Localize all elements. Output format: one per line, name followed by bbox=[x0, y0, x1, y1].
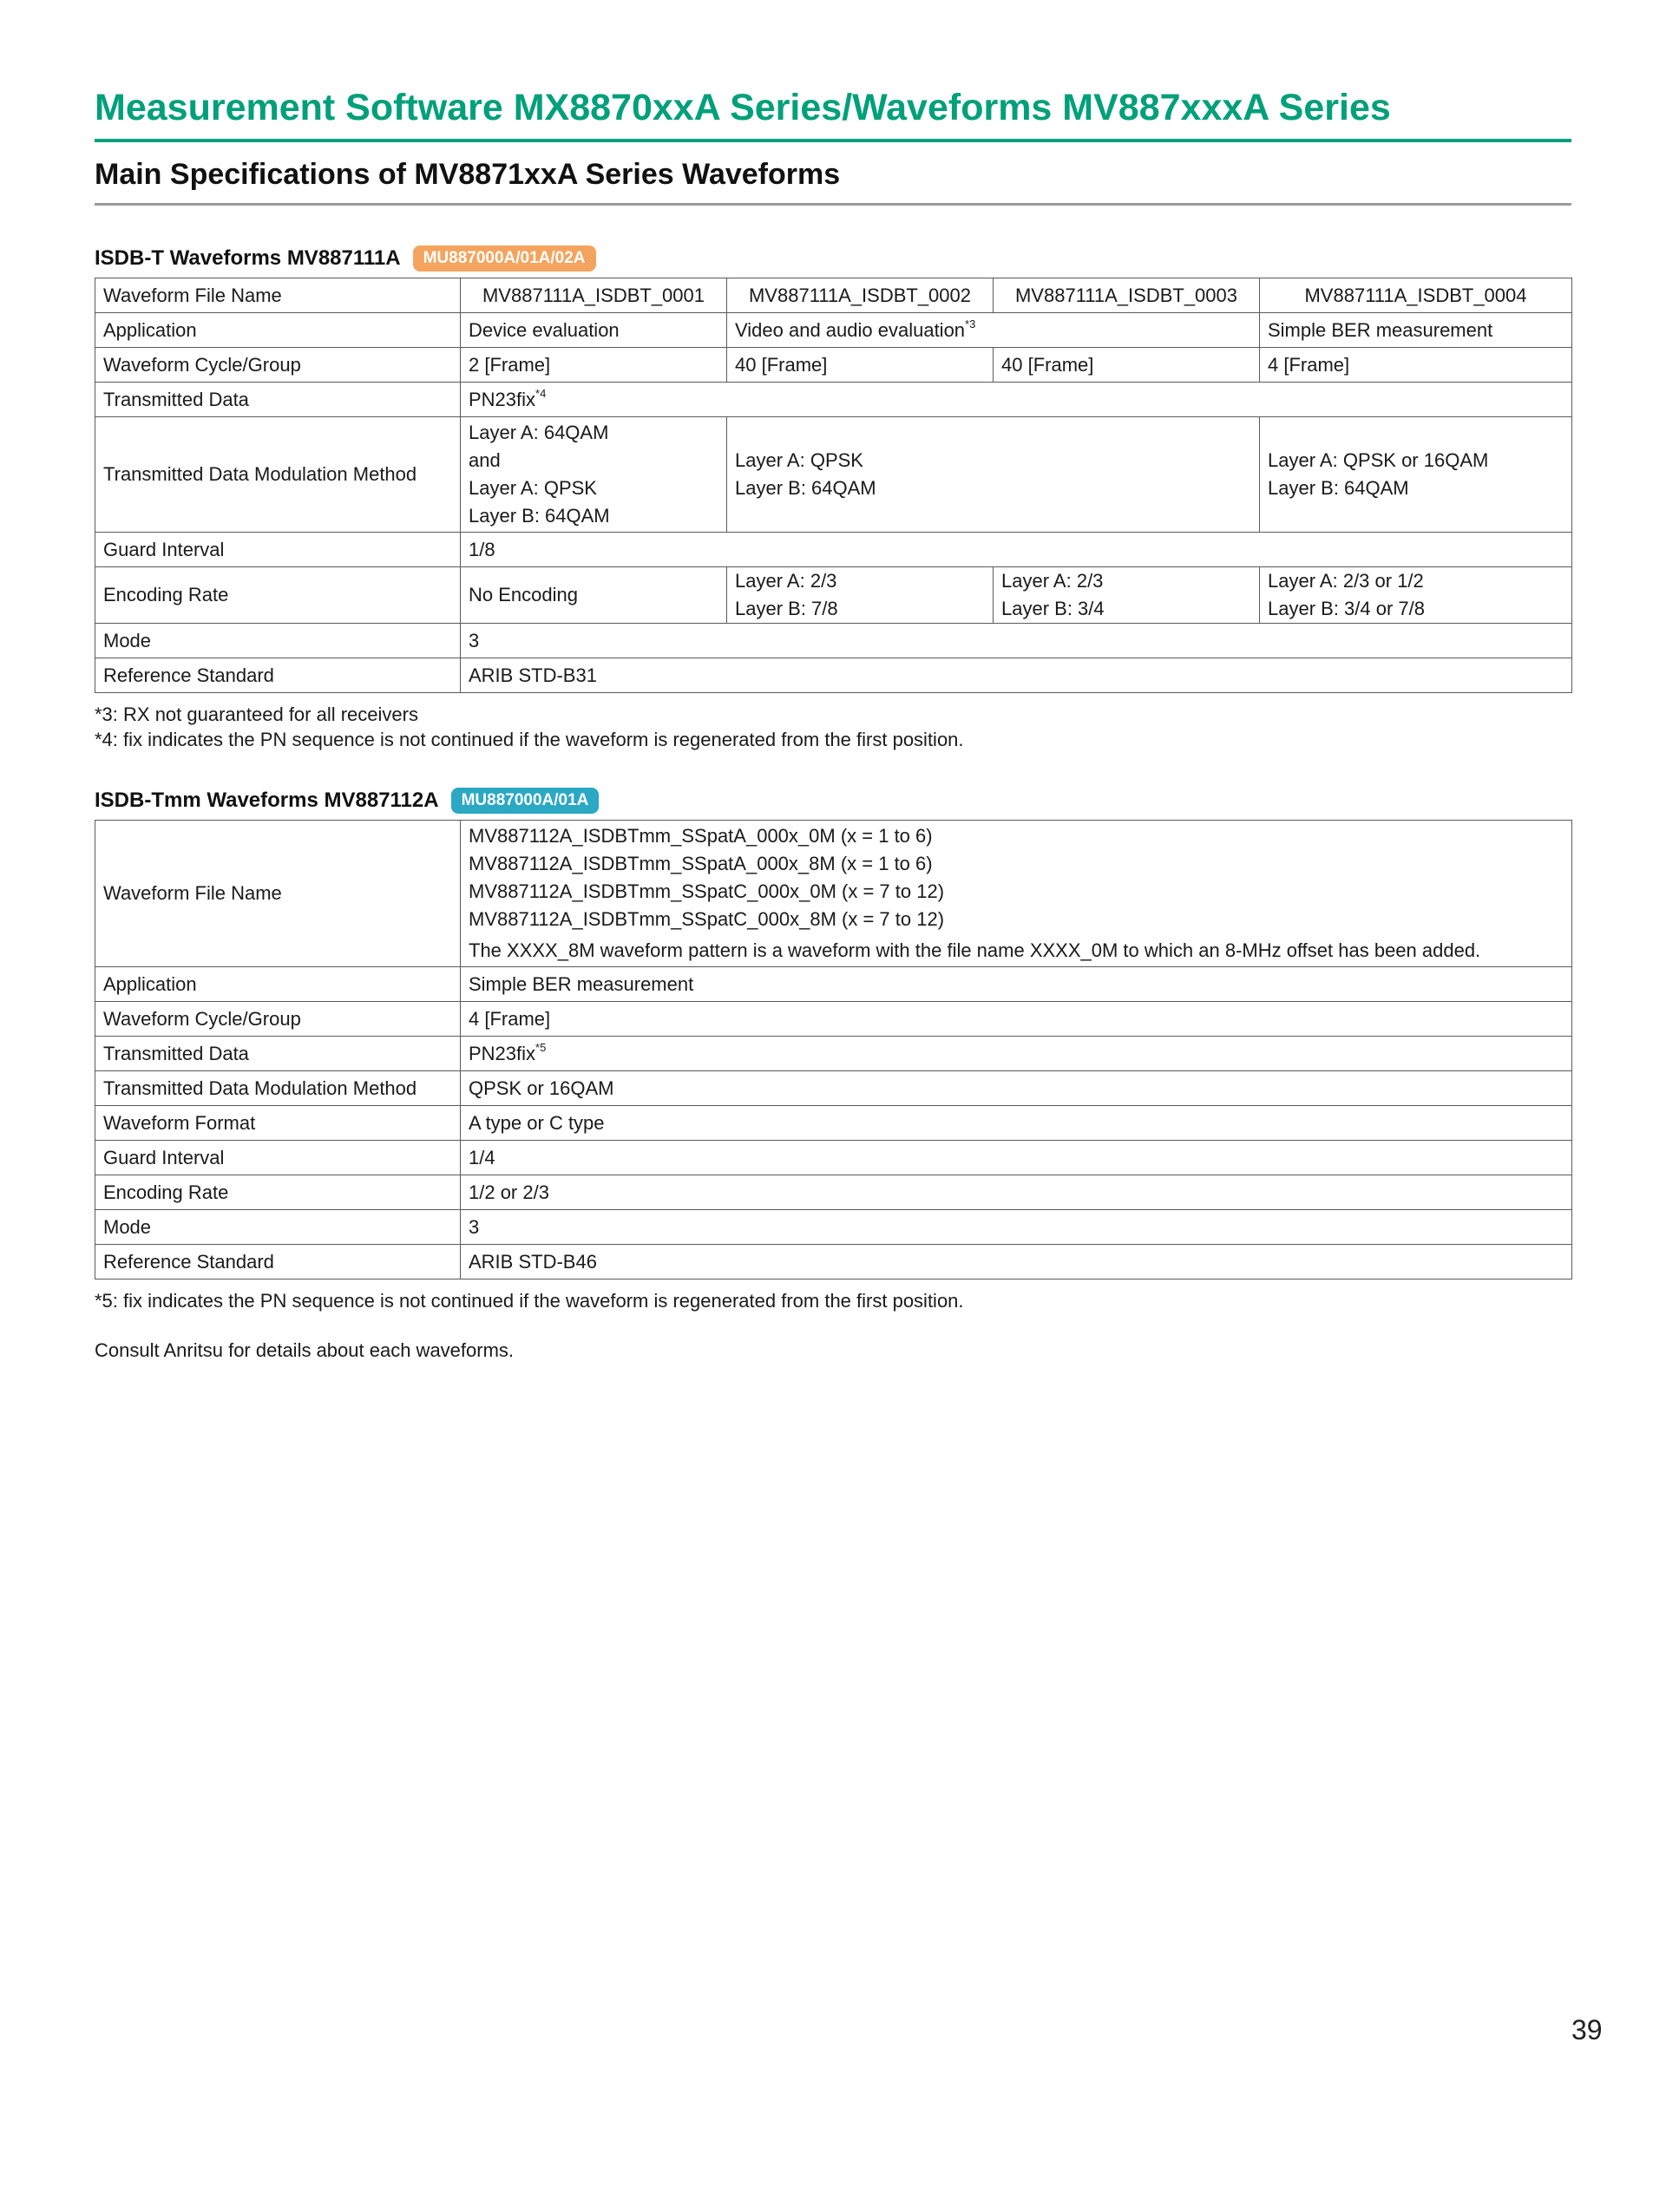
row-label: Guard Interval bbox=[95, 533, 461, 567]
cell-text: PN23fix bbox=[469, 388, 536, 410]
table-row bbox=[95, 1002, 1572, 1037]
table-row bbox=[95, 1106, 1572, 1141]
row-label: Application bbox=[95, 313, 461, 348]
row-label: Transmitted Data bbox=[95, 383, 461, 417]
table-cell: 1/4 bbox=[461, 1141, 1572, 1175]
table-cell: MV887111A_ISDBT_0004 bbox=[1260, 278, 1572, 313]
table-cell: Simple BER measurement bbox=[1260, 313, 1572, 348]
cell-line: Layer B: 3/4 bbox=[1001, 598, 1105, 619]
cell-line: Layer B: 64QAM bbox=[469, 505, 610, 527]
table-cell: QPSK or 16QAM bbox=[461, 1071, 1572, 1106]
table-row bbox=[95, 967, 1572, 1002]
table-row bbox=[95, 278, 1572, 313]
row-label: Waveform Cycle/Group bbox=[95, 348, 461, 383]
cell-line: The XXXX_8M waveform pattern is a waveform with the file name XXXX_0M to which an 8-MHz offset has been added. bbox=[469, 939, 1481, 961]
cell-line: Layer A: 2/3 bbox=[735, 570, 837, 592]
isdbtmm-spec-table bbox=[95, 820, 1572, 1279]
row-label: Mode bbox=[95, 624, 461, 658]
row-label: Reference Standard bbox=[95, 1245, 461, 1279]
table-cell bbox=[461, 1037, 1572, 1071]
isdbt-section-title: ISDB-T Waveforms MV887111A bbox=[95, 246, 401, 270]
cell-line: Layer A: 2/3 or 1/2 bbox=[1268, 570, 1424, 592]
table-cell: ARIB STD-B46 bbox=[461, 1245, 1572, 1279]
row-label: Transmitted Data Modulation Method bbox=[95, 417, 461, 533]
cell-line: Layer A: QPSK bbox=[735, 449, 863, 471]
row-label: Application bbox=[95, 967, 461, 1002]
cell-line: Layer A: 64QAM bbox=[469, 422, 609, 443]
table-row bbox=[95, 383, 1572, 417]
cell-line: and bbox=[469, 449, 501, 471]
table-row bbox=[95, 1141, 1572, 1175]
footnote: *5: fix indicates the PN sequence is not continued if the waveform is regenerated from the first position. bbox=[95, 1290, 964, 1312]
isdbtmm-notes bbox=[95, 1288, 1571, 1313]
table-cell bbox=[461, 417, 727, 533]
table-cell: 3 bbox=[461, 1210, 1572, 1245]
table-cell: MV887111A_ISDBT_0001 bbox=[461, 278, 727, 313]
table-row bbox=[95, 821, 1572, 967]
table-row bbox=[95, 1037, 1572, 1071]
cell-line: MV887112A_ISDBTmm_SSpatC_000x_8M (x = 7 to 12) bbox=[469, 908, 945, 930]
table-cell bbox=[727, 313, 1260, 348]
isdbt-model-badge: MU887000A/01A/02A bbox=[413, 245, 596, 272]
table-row bbox=[95, 1175, 1572, 1210]
row-label: Encoding Rate bbox=[95, 1175, 461, 1210]
footnote-ref: *4 bbox=[535, 386, 547, 400]
table-cell: 40 [Frame] bbox=[727, 348, 994, 383]
row-label: Transmitted Data Modulation Method bbox=[95, 1071, 461, 1106]
isdbt-spec-table bbox=[95, 278, 1572, 693]
table-cell: No Encoding bbox=[461, 567, 727, 624]
table-row bbox=[95, 1071, 1572, 1106]
footnote: *4: fix indicates the PN sequence is not continued if the waveform is regenerated from the first position. bbox=[95, 729, 964, 750]
page-subtitle: Main Specifications of MV8871xxA Series Waveforms bbox=[95, 142, 1571, 206]
isdbtmm-model-badge: MU887000A/01A bbox=[451, 788, 600, 814]
cell-text: PN23fix bbox=[469, 1042, 536, 1064]
table-row bbox=[95, 567, 1572, 624]
cell-line: MV887112A_ISDBTmm_SSpatA_000x_0M (x = 1 to 6) bbox=[469, 825, 933, 847]
table-cell: 4 [Frame] bbox=[1260, 348, 1572, 383]
page-header bbox=[95, 85, 1571, 206]
table-cell bbox=[994, 567, 1260, 624]
table-row bbox=[95, 1245, 1572, 1279]
table-cell: MV887111A_ISDBT_0003 bbox=[994, 278, 1260, 313]
row-label: Waveform File Name bbox=[95, 278, 461, 313]
table-cell: 4 [Frame] bbox=[461, 1002, 1572, 1037]
isdbtmm-section-title: ISDB-Tmm Waveforms MV887112A bbox=[95, 789, 439, 812]
table-cell: MV887111A_ISDBT_0002 bbox=[727, 278, 994, 313]
cell-line: Layer B: 64QAM bbox=[735, 477, 876, 499]
cell-line: Layer A: QPSK or 16QAM bbox=[1268, 449, 1489, 471]
cell-line: Layer A: QPSK bbox=[469, 477, 597, 499]
row-label: Transmitted Data bbox=[95, 1037, 461, 1071]
page-number: 39 bbox=[1571, 2014, 1603, 2045]
isdbt-section bbox=[95, 241, 1571, 752]
footnote: *3: RX not guaranteed for all receivers bbox=[95, 704, 418, 725]
table-cell: Device evaluation bbox=[461, 313, 727, 348]
table-row bbox=[95, 533, 1572, 567]
table-cell: A type or C type bbox=[461, 1106, 1572, 1141]
row-label: Waveform Format bbox=[95, 1106, 461, 1141]
table-row bbox=[95, 658, 1572, 693]
table-cell bbox=[1260, 417, 1572, 533]
table-cell: ARIB STD-B31 bbox=[461, 658, 1572, 693]
row-label: Waveform File Name bbox=[95, 821, 461, 967]
table-cell: 2 [Frame] bbox=[461, 348, 727, 383]
table-row bbox=[95, 417, 1572, 533]
cell-line: MV887112A_ISDBTmm_SSpatC_000x_0M (x = 7 to 12) bbox=[469, 880, 945, 902]
table-row bbox=[95, 313, 1572, 348]
row-label: Encoding Rate bbox=[95, 567, 461, 624]
cell-text: Video and audio evaluation bbox=[735, 318, 966, 341]
cell-line: Layer B: 7/8 bbox=[735, 598, 838, 619]
page-title: Measurement Software MX8870xxA Series/Waveforms MV887xxxA Series bbox=[95, 85, 1571, 142]
table-cell bbox=[1260, 567, 1572, 624]
table-cell bbox=[461, 383, 1572, 417]
table-row bbox=[95, 624, 1572, 658]
cell-line: Layer A: 2/3 bbox=[1001, 570, 1104, 592]
isdbtmm-section bbox=[95, 783, 1571, 1363]
table-row bbox=[95, 348, 1572, 383]
cell-line: Layer B: 3/4 or 7/8 bbox=[1268, 598, 1425, 619]
isdbt-section-header bbox=[95, 241, 1571, 276]
table-cell bbox=[727, 417, 1260, 533]
table-cell: 1/8 bbox=[461, 533, 1572, 567]
table-row bbox=[95, 1210, 1572, 1245]
table-cell: Simple BER measurement bbox=[461, 967, 1572, 1002]
cell-line: Layer B: 64QAM bbox=[1268, 477, 1409, 499]
row-label: Reference Standard bbox=[95, 658, 461, 693]
table-cell bbox=[727, 567, 994, 624]
isdbt-notes bbox=[95, 702, 1571, 752]
table-cell bbox=[461, 821, 1572, 967]
row-label: Waveform Cycle/Group bbox=[95, 1002, 461, 1037]
footnote-ref: *3 bbox=[965, 317, 976, 330]
row-label: Guard Interval bbox=[95, 1141, 461, 1175]
footnote-ref: *5 bbox=[535, 1040, 547, 1054]
table-cell: 1/2 or 2/3 bbox=[461, 1175, 1572, 1210]
table-cell: 3 bbox=[461, 624, 1572, 658]
consult-note: Consult Anritsu for details about each waveforms. bbox=[95, 1339, 515, 1361]
isdbtmm-section-header bbox=[95, 783, 1571, 818]
cell-line: MV887112A_ISDBTmm_SSpatA_000x_8M (x = 1 to 6) bbox=[469, 853, 933, 874]
table-cell: 40 [Frame] bbox=[994, 348, 1260, 383]
row-label: Mode bbox=[95, 1210, 461, 1245]
